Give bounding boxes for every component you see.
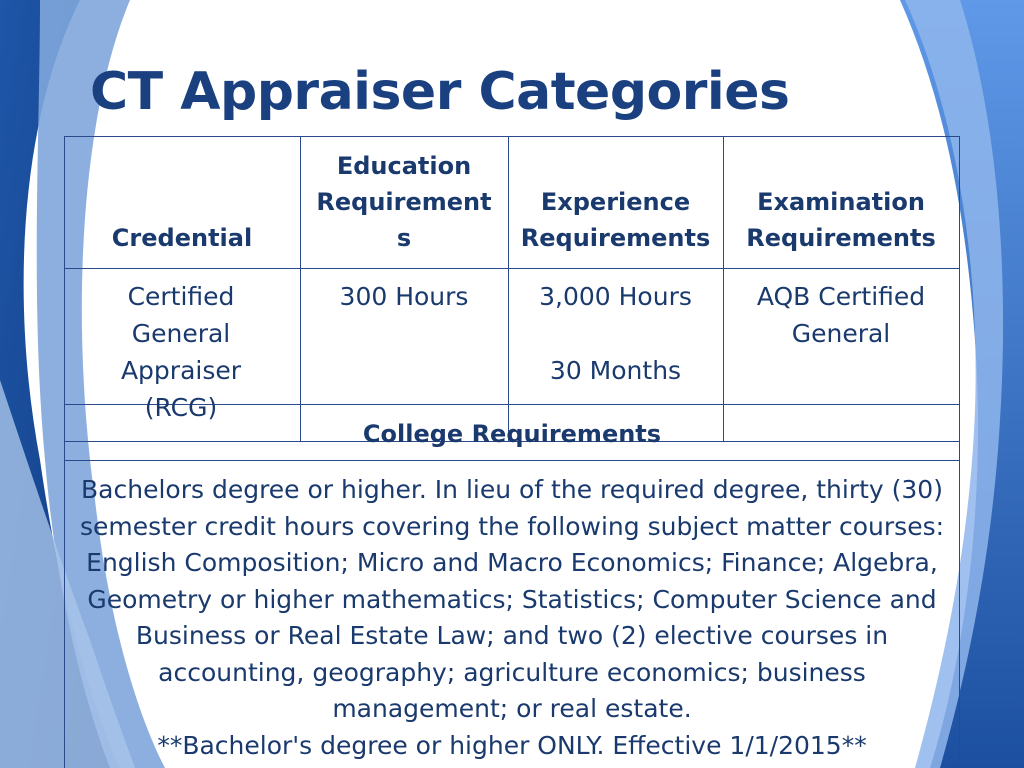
cell-experience-hours: 3,000 Hours (539, 282, 692, 311)
header-education: Education Requirement s (316, 152, 492, 252)
header-examination: Examination Requirements (746, 188, 936, 252)
table-border-top (64, 136, 960, 137)
appraiser-table (64, 136, 960, 768)
header-experience: Experience Requirements (520, 188, 711, 252)
table-college-divider-2 (64, 460, 960, 461)
cell-credential: Certified General Appraiser (RCG) (120, 282, 242, 422)
college-requirements-note: **Bachelor's degree or higher ONLY. Effective 1/1/2015** (157, 730, 867, 760)
slide-title: CT Appraiser Categories (90, 62, 790, 122)
cell-education: 300 Hours (339, 282, 469, 311)
cell-experience-months: 30 Months (549, 356, 682, 385)
college-requirements-body: Bachelors degree or higher. In lieu of the required degree, thirty (30) semester credit hours covering the following subject matter courses: English Composition; Micro and Macro Economics; Finance; Algebra, Geometry or higher mathematics; Statistics; Computer Science and Business or Real Estate Law; and two (2) elective courses in accounting, geography; agriculture economics; business management; or real estate. (79, 475, 945, 723)
cell-examination: AQB Certified General (756, 282, 926, 348)
table-header-divider (64, 268, 960, 269)
college-requirements-text (64, 472, 960, 764)
college-requirements-heading: College Requirements (362, 420, 662, 448)
header-credential: Credential (111, 224, 253, 252)
